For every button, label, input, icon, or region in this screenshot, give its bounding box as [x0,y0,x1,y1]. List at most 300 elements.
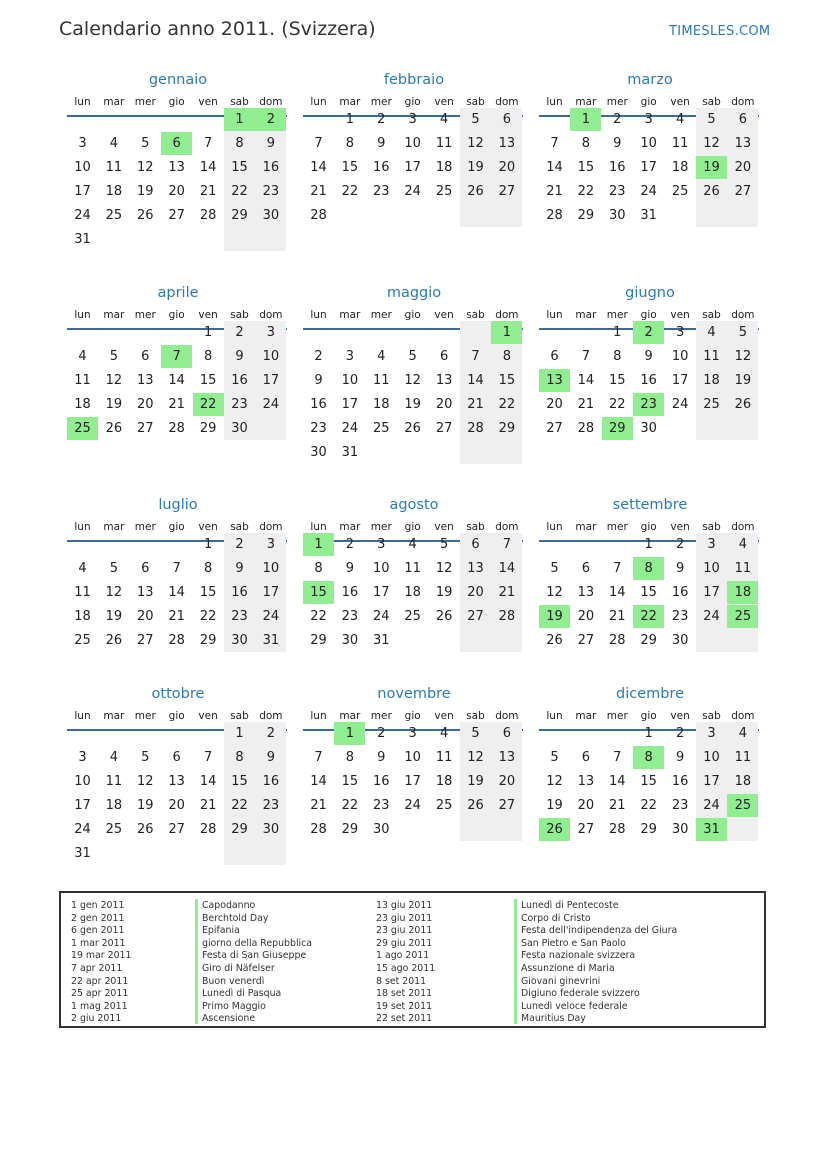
day-cell[interactable]: 15 [640,774,657,789]
day-cell[interactable]: 9 [235,561,244,576]
day-cell[interactable]: 26 [435,609,453,624]
day-cell[interactable]: 6 [502,726,512,741]
holiday-day-cell[interactable]: 8 [633,557,664,580]
day-cell[interactable]: 4 [377,349,386,364]
day-cell[interactable]: 28 [546,208,563,223]
day-cell[interactable]: 30 [640,421,657,436]
day-cell[interactable]: 15 [609,373,626,388]
holiday-day-cell[interactable]: 8 [633,746,664,769]
day-cell[interactable]: 26 [467,798,484,813]
day-cell[interactable]: 11 [74,373,91,388]
day-cell[interactable]: 19 [404,397,421,412]
holiday-day-cell[interactable]: 6 [161,132,192,155]
holiday-day-cell[interactable]: 25 [67,417,98,440]
day-cell[interactable]: 9 [644,349,653,364]
day-cell[interactable]: 22 [341,798,359,813]
day-cell[interactable]: 18 [373,397,390,412]
day-cell[interactable]: 25 [671,184,689,199]
day-cell[interactable]: 28 [168,633,185,648]
holiday-day-cell[interactable]: 29 [602,417,633,440]
day-cell[interactable]: 5 [141,750,150,765]
day-cell[interactable]: 15 [640,585,657,600]
day-cell[interactable]: 24 [671,397,689,412]
day-cell[interactable]: 24 [703,798,720,813]
day-cell[interactable]: 30 [262,822,280,837]
day-cell[interactable]: 26 [546,633,563,648]
day-cell[interactable]: 29 [199,421,217,436]
day-cell[interactable]: 20 [577,609,595,624]
day-cell[interactable]: 26 [703,184,720,199]
day-cell[interactable]: 26 [105,633,123,648]
day-cell[interactable]: 19 [105,609,123,624]
day-cell[interactable]: 8 [345,750,355,765]
day-cell[interactable]: 22 [498,397,516,412]
day-cell[interactable]: 23 [609,184,626,199]
day-cell[interactable]: 6 [172,750,181,765]
day-cell[interactable]: 27 [168,208,185,223]
day-cell[interactable]: 27 [577,822,595,837]
day-cell[interactable]: 7 [613,750,622,765]
day-cell[interactable]: 10 [404,750,421,765]
day-cell[interactable]: 28 [310,208,327,223]
day-cell[interactable]: 21 [498,585,516,600]
day-cell[interactable]: 23 [671,798,689,813]
day-cell[interactable]: 15 [199,585,217,600]
day-cell[interactable]: 27 [498,798,516,813]
day-cell[interactable]: 16 [609,160,626,175]
day-cell[interactable]: 22 [341,184,359,199]
day-cell[interactable]: 21 [168,609,185,624]
day-cell[interactable]: 4 [109,750,119,765]
day-cell[interactable]: 20 [734,160,752,175]
day-cell[interactable]: 1 [345,112,355,127]
day-cell[interactable]: 27 [137,633,154,648]
day-cell[interactable]: 12 [105,373,123,388]
day-cell[interactable]: 14 [609,585,626,600]
day-cell[interactable]: 4 [675,112,685,127]
day-cell[interactable]: 14 [310,774,327,789]
holiday-day-cell[interactable]: 1 [224,108,255,131]
day-cell[interactable]: 3 [707,726,716,741]
day-cell[interactable]: 12 [435,561,453,576]
day-cell[interactable]: 21 [310,798,327,813]
day-cell[interactable]: 8 [613,349,622,364]
day-cell[interactable]: 3 [644,112,653,127]
holiday-day-cell[interactable]: 18 [727,581,758,604]
day-cell[interactable]: 3 [408,112,417,127]
day-cell[interactable]: 13 [577,774,595,789]
day-cell[interactable]: 30 [310,445,327,460]
holiday-day-cell[interactable]: 1 [303,533,334,556]
day-cell[interactable]: 26 [467,184,484,199]
day-cell[interactable]: 24 [74,822,91,837]
day-cell[interactable]: 12 [404,373,421,388]
day-cell[interactable]: 7 [203,136,213,151]
day-cell[interactable]: 7 [172,561,181,576]
day-cell[interactable]: 9 [377,136,386,151]
day-cell[interactable]: 28 [310,822,327,837]
day-cell[interactable]: 28 [199,822,217,837]
day-cell[interactable]: 23 [373,184,390,199]
day-cell[interactable]: 19 [467,774,484,789]
day-cell[interactable]: 24 [640,184,657,199]
day-cell[interactable]: 7 [314,136,323,151]
day-cell[interactable]: 28 [199,208,217,223]
day-cell[interactable]: 30 [262,208,280,223]
day-cell[interactable]: 21 [609,609,626,624]
day-cell[interactable]: 2 [613,112,622,127]
holiday-day-cell[interactable]: 25 [727,794,758,817]
day-cell[interactable]: 12 [467,750,484,765]
day-cell[interactable]: 7 [203,750,213,765]
day-cell[interactable]: 30 [231,633,248,648]
day-cell[interactable]: 8 [235,136,244,151]
day-cell[interactable]: 17 [262,373,280,388]
day-cell[interactable]: 11 [734,561,752,576]
holiday-day-cell[interactable]: 22 [633,605,664,628]
day-cell[interactable]: 8 [502,349,512,364]
day-cell[interactable]: 15 [231,774,248,789]
day-cell[interactable]: 22 [231,184,248,199]
holiday-day-cell[interactable]: 19 [696,156,727,179]
day-cell[interactable]: 5 [707,112,716,127]
day-cell[interactable]: 20 [498,774,516,789]
day-cell[interactable]: 26 [105,421,123,436]
day-cell[interactable]: 6 [581,561,591,576]
day-cell[interactable]: 19 [734,373,752,388]
day-cell[interactable]: 17 [74,798,91,813]
holiday-day-cell[interactable]: 22 [193,393,224,416]
day-cell[interactable]: 5 [109,561,119,576]
day-cell[interactable]: 2 [377,112,386,127]
holiday-day-cell[interactable]: 13 [539,369,570,392]
day-cell[interactable]: 17 [404,774,421,789]
day-cell[interactable]: 3 [707,537,716,552]
day-cell[interactable]: 17 [404,160,421,175]
day-cell[interactable]: 7 [550,136,559,151]
day-cell[interactable]: 3 [78,750,87,765]
day-cell[interactable]: 21 [199,798,217,813]
day-cell[interactable]: 16 [310,397,327,412]
day-cell[interactable]: 30 [231,421,248,436]
day-cell[interactable]: 14 [577,373,595,388]
day-cell[interactable]: 2 [675,537,685,552]
day-cell[interactable]: 16 [262,774,280,789]
day-cell[interactable]: 25 [105,822,123,837]
day-cell[interactable]: 6 [502,112,512,127]
day-cell[interactable]: 12 [546,774,563,789]
day-cell[interactable]: 7 [471,349,480,364]
day-cell[interactable]: 17 [74,184,91,199]
day-cell[interactable]: 19 [546,798,563,813]
day-cell[interactable]: 25 [404,609,421,624]
day-cell[interactable]: 30 [609,208,626,223]
day-cell[interactable]: 9 [613,136,622,151]
day-cell[interactable]: 12 [734,349,752,364]
day-cell[interactable]: 10 [262,561,280,576]
day-cell[interactable]: 26 [734,397,752,412]
day-cell[interactable]: 16 [231,585,248,600]
day-cell[interactable]: 6 [439,349,449,364]
day-cell[interactable]: 20 [577,798,595,813]
day-cell[interactable]: 29 [498,421,516,436]
day-cell[interactable]: 16 [671,774,689,789]
day-cell[interactable]: 31 [640,208,657,223]
day-cell[interactable]: 18 [435,774,453,789]
day-cell[interactable]: 17 [671,373,689,388]
day-cell[interactable]: 30 [341,633,359,648]
day-cell[interactable]: 17 [341,397,359,412]
day-cell[interactable]: 23 [671,609,689,624]
day-cell[interactable]: 21 [168,397,185,412]
day-cell[interactable]: 23 [310,421,327,436]
day-cell[interactable]: 20 [546,397,563,412]
day-cell[interactable]: 27 [734,184,752,199]
day-cell[interactable]: 7 [581,349,591,364]
day-cell[interactable]: 1 [644,537,653,552]
day-cell[interactable]: 18 [74,397,91,412]
day-cell[interactable]: 11 [373,373,390,388]
day-cell[interactable]: 27 [467,609,484,624]
day-cell[interactable]: 29 [640,822,657,837]
day-cell[interactable]: 3 [377,537,386,552]
day-cell[interactable]: 11 [74,585,91,600]
day-cell[interactable]: 15 [498,373,516,388]
day-cell[interactable]: 15 [231,160,248,175]
day-cell[interactable]: 19 [137,184,154,199]
day-cell[interactable]: 2 [235,537,244,552]
day-cell[interactable]: 28 [168,421,185,436]
day-cell[interactable]: 25 [373,421,390,436]
day-cell[interactable]: 28 [498,609,516,624]
day-cell[interactable]: 18 [435,160,453,175]
holiday-day-cell[interactable]: 1 [491,321,522,344]
day-cell[interactable]: 23 [262,184,280,199]
day-cell[interactable]: 4 [707,325,716,340]
day-cell[interactable]: 11 [105,160,123,175]
day-cell[interactable]: 10 [74,774,91,789]
day-cell[interactable]: 4 [408,537,417,552]
day-cell[interactable]: 25 [74,633,91,648]
day-cell[interactable]: 5 [109,349,119,364]
day-cell[interactable]: 13 [498,136,516,151]
day-cell[interactable]: 13 [498,750,516,765]
day-cell[interactable]: 20 [168,798,185,813]
day-cell[interactable]: 16 [671,585,689,600]
day-cell[interactable]: 16 [373,160,390,175]
day-cell[interactable]: 12 [137,160,154,175]
day-cell[interactable]: 12 [467,136,484,151]
day-cell[interactable]: 17 [640,160,657,175]
day-cell[interactable]: 18 [74,609,91,624]
day-cell[interactable]: 10 [74,160,91,175]
day-cell[interactable]: 2 [675,726,685,741]
day-cell[interactable]: 5 [471,112,480,127]
day-cell[interactable]: 17 [373,585,390,600]
day-cell[interactable]: 5 [550,750,559,765]
day-cell[interactable]: 3 [78,136,87,151]
day-cell[interactable]: 20 [435,397,453,412]
day-cell[interactable]: 14 [168,373,185,388]
day-cell[interactable]: 7 [502,537,512,552]
day-cell[interactable]: 23 [231,609,248,624]
day-cell[interactable]: 31 [373,633,390,648]
day-cell[interactable]: 7 [613,561,622,576]
day-cell[interactable]: 14 [199,774,217,789]
holiday-day-cell[interactable]: 2 [255,108,286,131]
day-cell[interactable]: 16 [640,373,657,388]
site-brand-link[interactable]: TIMESLES.COM [669,24,771,39]
day-cell[interactable]: 16 [262,160,280,175]
day-cell[interactable]: 24 [341,421,359,436]
holiday-day-cell[interactable]: 15 [303,581,334,604]
day-cell[interactable]: 6 [738,112,748,127]
day-cell[interactable]: 31 [74,232,91,247]
day-cell[interactable]: 28 [577,421,595,436]
day-cell[interactable]: 6 [141,349,150,364]
day-cell[interactable]: 30 [671,822,689,837]
day-cell[interactable]: 11 [404,561,421,576]
day-cell[interactable]: 1 [644,726,653,741]
day-cell[interactable]: 13 [577,585,595,600]
day-cell[interactable]: 1 [235,726,244,741]
day-cell[interactable]: 4 [78,349,87,364]
day-cell[interactable]: 22 [199,609,217,624]
day-cell[interactable]: 12 [137,774,154,789]
day-cell[interactable]: 30 [373,822,390,837]
day-cell[interactable]: 3 [408,726,417,741]
day-cell[interactable]: 9 [235,349,244,364]
day-cell[interactable]: 25 [435,798,453,813]
day-cell[interactable]: 11 [105,774,123,789]
day-cell[interactable]: 25 [435,184,453,199]
day-cell[interactable]: 16 [231,373,248,388]
day-cell[interactable]: 11 [435,136,453,151]
day-cell[interactable]: 31 [74,846,91,861]
holiday-day-cell[interactable]: 25 [727,605,758,628]
day-cell[interactable]: 20 [467,585,484,600]
day-cell[interactable]: 22 [577,184,595,199]
day-cell[interactable]: 23 [341,609,359,624]
day-cell[interactable]: 22 [640,798,657,813]
day-cell[interactable]: 27 [137,421,154,436]
day-cell[interactable]: 1 [203,537,213,552]
day-cell[interactable]: 31 [341,445,359,460]
day-cell[interactable]: 13 [137,585,154,600]
holiday-day-cell[interactable]: 26 [539,818,570,841]
day-cell[interactable]: 29 [231,208,248,223]
day-cell[interactable]: 28 [609,822,626,837]
day-cell[interactable]: 4 [439,112,449,127]
day-cell[interactable]: 19 [435,585,453,600]
day-cell[interactable]: 11 [671,136,689,151]
holiday-day-cell[interactable]: 1 [334,722,365,745]
day-cell[interactable]: 30 [671,633,689,648]
day-cell[interactable]: 8 [203,349,213,364]
day-cell[interactable]: 23 [231,397,248,412]
day-cell[interactable]: 29 [577,208,595,223]
day-cell[interactable]: 31 [262,633,280,648]
day-cell[interactable]: 18 [671,160,689,175]
day-cell[interactable]: 6 [550,349,559,364]
day-cell[interactable]: 10 [341,373,359,388]
day-cell[interactable]: 20 [137,609,154,624]
day-cell[interactable]: 5 [141,136,150,151]
day-cell[interactable]: 24 [373,609,390,624]
day-cell[interactable]: 19 [105,397,123,412]
day-cell[interactable]: 2 [377,726,386,741]
day-cell[interactable]: 15 [341,160,359,175]
day-cell[interactable]: 9 [266,136,276,151]
day-cell[interactable]: 14 [310,160,327,175]
day-cell[interactable]: 1 [203,325,213,340]
day-cell[interactable]: 21 [467,397,484,412]
day-cell[interactable]: 2 [266,726,276,741]
day-cell[interactable]: 2 [235,325,244,340]
day-cell[interactable]: 4 [738,537,748,552]
day-cell[interactable]: 4 [738,726,748,741]
day-cell[interactable]: 8 [345,136,355,151]
day-cell[interactable]: 14 [498,561,516,576]
day-cell[interactable]: 12 [105,585,123,600]
day-cell[interactable]: 8 [581,136,591,151]
day-cell[interactable]: 18 [734,774,752,789]
holiday-day-cell[interactable]: 7 [161,345,192,368]
day-cell[interactable]: 10 [703,561,720,576]
day-cell[interactable]: 23 [373,798,390,813]
day-cell[interactable]: 10 [671,349,689,364]
day-cell[interactable]: 13 [734,136,752,151]
day-cell[interactable]: 8 [203,561,213,576]
day-cell[interactable]: 13 [168,774,185,789]
day-cell[interactable]: 21 [577,397,595,412]
day-cell[interactable]: 24 [404,184,421,199]
day-cell[interactable]: 9 [377,750,386,765]
day-cell[interactable]: 3 [266,325,276,340]
day-cell[interactable]: 9 [675,750,685,765]
day-cell[interactable]: 20 [137,397,154,412]
day-cell[interactable]: 14 [199,160,217,175]
day-cell[interactable]: 9 [314,373,323,388]
day-cell[interactable]: 14 [467,373,484,388]
day-cell[interactable]: 21 [199,184,217,199]
day-cell[interactable]: 14 [609,774,626,789]
day-cell[interactable]: 25 [105,208,123,223]
day-cell[interactable]: 11 [435,750,453,765]
day-cell[interactable]: 9 [345,561,355,576]
day-cell[interactable]: 5 [439,537,449,552]
holiday-day-cell[interactable]: 2 [633,321,664,344]
day-cell[interactable]: 22 [310,609,327,624]
day-cell[interactable]: 27 [498,184,516,199]
day-cell[interactable]: 3 [266,537,276,552]
holiday-day-cell[interactable]: 19 [539,605,570,628]
day-cell[interactable]: 20 [498,160,516,175]
day-cell[interactable]: 25 [703,397,720,412]
day-cell[interactable]: 12 [703,136,720,151]
day-cell[interactable]: 13 [467,561,484,576]
day-cell[interactable]: 15 [199,373,217,388]
day-cell[interactable]: 20 [168,184,185,199]
day-cell[interactable]: 17 [262,585,280,600]
day-cell[interactable]: 10 [640,136,657,151]
day-cell[interactable]: 18 [404,585,421,600]
day-cell[interactable]: 14 [546,160,563,175]
day-cell[interactable]: 3 [345,349,355,364]
day-cell[interactable]: 12 [546,585,563,600]
day-cell[interactable]: 2 [345,537,355,552]
day-cell[interactable]: 11 [734,750,752,765]
